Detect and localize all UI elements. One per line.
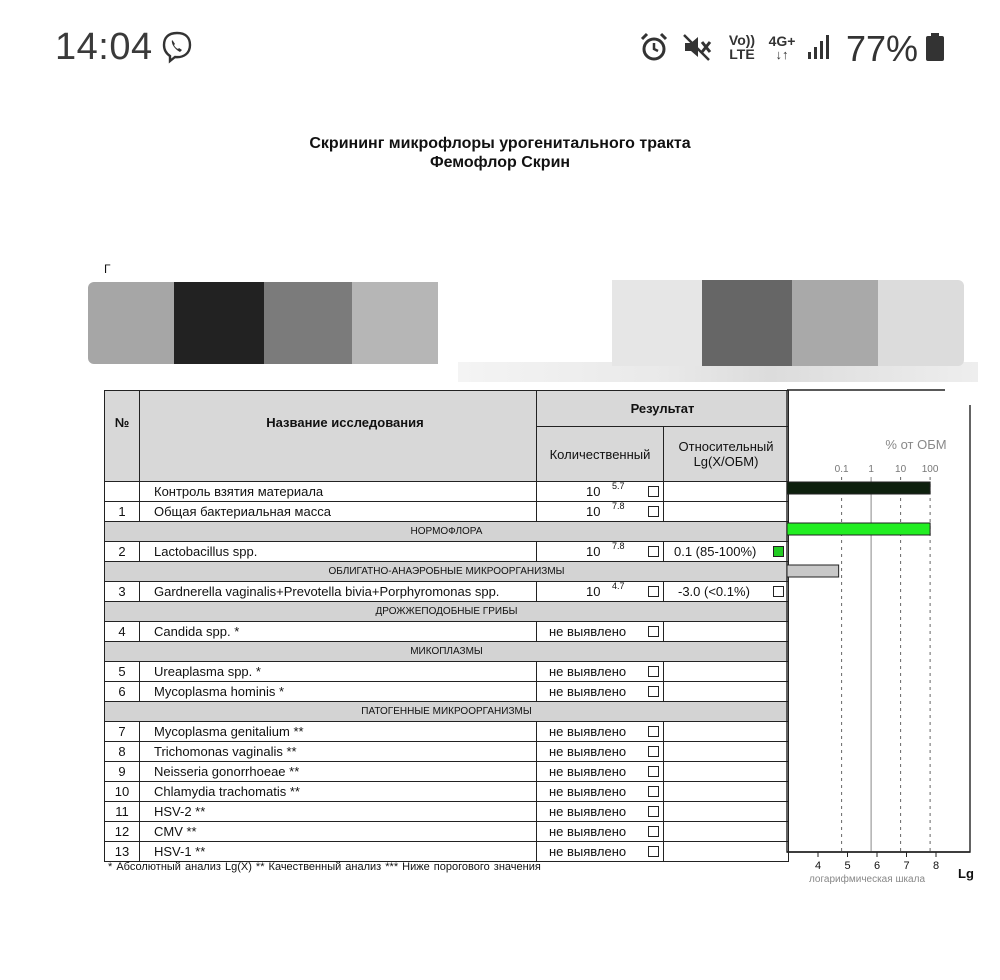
qty-base: 10 — [586, 584, 601, 599]
table-row — [105, 762, 789, 782]
viber-icon — [158, 30, 196, 64]
header-result: Результат — [537, 391, 789, 427]
percent-tick-label: 0.1 — [834, 464, 849, 475]
relative-value: 0.1 (85-100%) — [674, 544, 757, 559]
qty-checkbox — [648, 546, 659, 557]
qty-base: 10 — [586, 484, 601, 499]
qty-exponent: 4.7 — [612, 581, 625, 591]
table-row — [105, 582, 789, 602]
quantitative-result — [537, 502, 664, 522]
table-row — [105, 622, 789, 642]
quantitative-result — [537, 662, 664, 682]
battery-percent: 77% — [846, 28, 919, 69]
row-number: 13 — [105, 842, 140, 862]
qty-checkbox — [648, 586, 659, 597]
quantitative-result — [537, 542, 664, 562]
test-name: Lactobacillus spp. — [140, 542, 537, 562]
section-row — [105, 562, 789, 582]
qty-checkbox — [648, 786, 659, 797]
redacted-block-left — [88, 282, 438, 364]
qty-checkbox — [648, 806, 659, 817]
table-row — [105, 682, 789, 702]
section-label: ДРОЖЖЕПОДОБНЫЕ ГРИБЫ — [105, 602, 789, 622]
qty-checkbox — [648, 846, 659, 857]
relative-value: -3.0 (<0.1%) — [678, 584, 750, 599]
row-number: 4 — [105, 622, 140, 642]
qty-checkbox — [648, 746, 659, 757]
qty-checkbox — [648, 766, 659, 777]
log-scale-chart — [780, 385, 980, 885]
chart-frame — [787, 390, 970, 852]
qty-checkbox — [648, 626, 659, 637]
data-arrows-icon: ↓↑ — [775, 47, 789, 62]
relative-result — [664, 502, 789, 522]
table-row — [105, 662, 789, 682]
qty-checkbox — [648, 486, 659, 497]
row-number: 2 — [105, 542, 140, 562]
not-detected-text: не выявлено — [549, 824, 627, 839]
qty-checkbox — [648, 506, 659, 517]
quantitative-result — [537, 622, 664, 642]
test-name: Mycoplasma hominis * — [140, 682, 537, 702]
section-label: ПАТОГЕННЫЕ МИКРООРГАНИЗМЫ — [105, 702, 789, 722]
header-relative-line2: Lg(X/ОБМ) — [693, 454, 759, 470]
section-row — [105, 702, 789, 722]
not-detected-text: не выявлено — [549, 744, 627, 759]
quantitative-result — [537, 782, 664, 802]
volte-indicator: Vo)) LTE — [728, 32, 756, 62]
x-tick-label: 7 — [903, 860, 910, 872]
test-name: Контроль взятия материала — [140, 482, 537, 502]
relative-result — [664, 822, 789, 842]
row-number — [105, 482, 140, 502]
not-detected-text: не выявлено — [549, 784, 627, 799]
results-table — [104, 390, 789, 862]
table-row — [105, 742, 789, 762]
relative-result — [664, 662, 789, 682]
table-row — [105, 482, 789, 502]
row-number: 8 — [105, 742, 140, 762]
table-row — [105, 542, 789, 562]
qty-checkbox — [648, 726, 659, 737]
bar — [787, 482, 930, 494]
test-name: HSV-1 ** — [140, 842, 537, 862]
table-row — [105, 802, 789, 822]
x-tick-label: 5 — [844, 860, 851, 872]
quantitative-result — [537, 802, 664, 822]
qty-exponent: 5.7 — [612, 481, 625, 491]
header-no: № — [105, 391, 140, 482]
qty-checkbox — [648, 826, 659, 837]
alarm-icon — [637, 30, 671, 64]
table-row — [105, 822, 789, 842]
qty-base: 10 — [586, 544, 601, 559]
row-number: 12 — [105, 822, 140, 842]
relative-result — [664, 802, 789, 822]
not-detected-text: не выявлено — [549, 624, 627, 639]
relative-result — [664, 542, 789, 562]
row-number: 7 — [105, 722, 140, 742]
section-row — [105, 522, 789, 542]
test-name: Trichomonas vaginalis ** — [140, 742, 537, 762]
quantitative-result — [537, 842, 664, 862]
percent-tick-label: 1 — [868, 464, 874, 475]
table-row — [105, 502, 789, 522]
relative-result — [664, 762, 789, 782]
row-number: 3 — [105, 582, 140, 602]
row-number: 11 — [105, 802, 140, 822]
quantitative-result — [537, 762, 664, 782]
not-detected-text: не выявлено — [549, 764, 627, 779]
test-name: Ureaplasma spp. * — [140, 662, 537, 682]
relative-result — [664, 722, 789, 742]
network-4g-label: 4G+ — [768, 33, 796, 49]
title-line-2: Фемофлор Скрин — [429, 154, 571, 171]
redacted-mark: Г — [104, 262, 111, 276]
test-name: Neisseria gonorrhoeae ** — [140, 762, 537, 782]
mute-icon — [680, 30, 714, 64]
relative-result — [664, 682, 789, 702]
document-title — [0, 134, 1000, 172]
not-detected-text: не выявлено — [549, 664, 627, 679]
relative-result — [664, 582, 789, 602]
relative-result — [664, 842, 789, 862]
not-detected-text: не выявлено — [549, 724, 627, 739]
quantitative-result — [537, 742, 664, 762]
signal-icon — [805, 30, 833, 64]
x-tick-label: 8 — [932, 860, 940, 872]
test-name: Mycoplasma genitalium ** — [140, 722, 537, 742]
network-4g-indicator — [765, 33, 799, 61]
percent-tick-label: 10 — [895, 464, 907, 475]
row-number: 9 — [105, 762, 140, 782]
battery-icon — [924, 30, 946, 64]
qty-base: 10 — [586, 504, 601, 519]
status-time: 14:04 — [55, 26, 153, 68]
x-tick-label: 4 — [814, 860, 822, 872]
section-label: НОРМОФЛОРА — [105, 522, 789, 542]
row-number: 10 — [105, 782, 140, 802]
not-detected-text: не выявлено — [549, 684, 627, 699]
header-name: Название исследования — [140, 391, 537, 482]
x-tick-label: 6 — [873, 860, 881, 872]
footnote: * Абсолютный анализ Lg(X) ** Качественный анализ *** Ниже порогового значения — [108, 861, 541, 873]
section-row — [105, 602, 789, 622]
row-number: 6 — [105, 682, 140, 702]
section-row — [105, 642, 789, 662]
percent-scale-label: % от ОБМ — [885, 437, 947, 452]
test-name: HSV-2 ** — [140, 802, 537, 822]
x-axis-label: логарифмическая шкала — [808, 874, 926, 885]
quantitative-result — [537, 822, 664, 842]
test-name: Candida spp. * — [140, 622, 537, 642]
qty-exponent: 7.8 — [612, 501, 625, 511]
qty-checkbox — [648, 686, 659, 697]
bar — [787, 523, 930, 535]
table-row — [105, 722, 789, 742]
relative-result — [664, 622, 789, 642]
test-name: Общая бактериальная масса — [140, 502, 537, 522]
header-relative-line1: Относительный — [678, 439, 774, 455]
redacted-block-right — [612, 280, 964, 366]
section-label: ОБЛИГАТНО-АНАЭРОБНЫЕ МИКРООРГАНИЗМЫ — [105, 562, 789, 582]
bar — [787, 565, 839, 577]
header-relative — [664, 427, 789, 482]
test-name: Gardnerella vaginalis+Prevotella bivia+Porphyromonas spp. — [140, 582, 537, 602]
quantitative-result — [537, 582, 664, 602]
quantitative-result — [537, 682, 664, 702]
quantitative-result — [537, 722, 664, 742]
section-label: МИКОПЛАЗМЫ — [105, 642, 789, 662]
row-number: 5 — [105, 662, 140, 682]
test-name: Chlamydia trachomatis ** — [140, 782, 537, 802]
x-axis-unit: Lg — [958, 866, 974, 881]
relative-result — [664, 742, 789, 762]
percent-tick-label: 100 — [921, 464, 939, 475]
relative-result — [664, 482, 789, 502]
qty-checkbox — [648, 666, 659, 677]
header-quantitative: Количественный — [537, 427, 664, 482]
table-row — [105, 782, 789, 802]
qty-exponent: 7.8 — [612, 541, 625, 551]
relative-result — [664, 782, 789, 802]
quantitative-result — [537, 482, 664, 502]
not-detected-text: не выявлено — [549, 804, 627, 819]
title-line-1: Скрининг микрофлоры урогенитального тракта — [309, 135, 691, 152]
test-name: CMV ** — [140, 822, 537, 842]
table-row — [105, 842, 789, 862]
not-detected-text: не выявлено — [549, 844, 627, 859]
row-number: 1 — [105, 502, 140, 522]
